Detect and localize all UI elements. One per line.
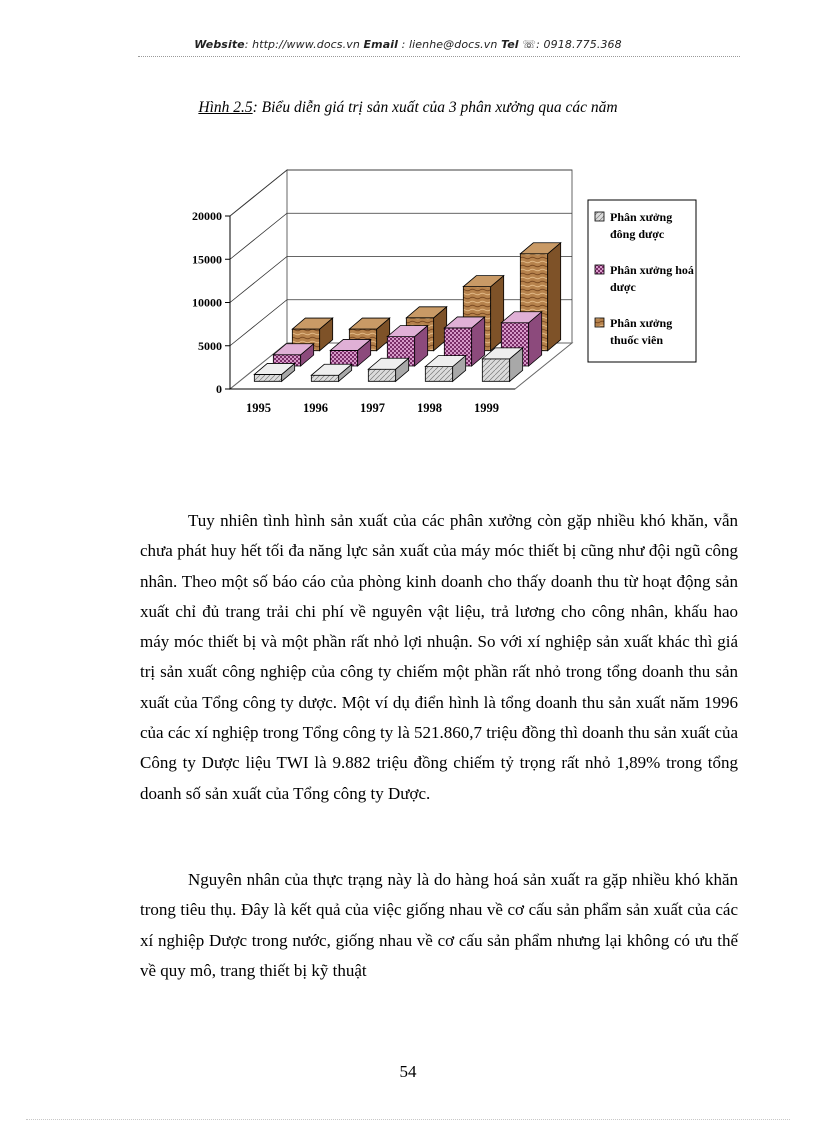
phone-icon: ☏ [522, 38, 537, 51]
email-label: Email [363, 38, 398, 51]
y-tick-label: 15000 [192, 252, 222, 267]
bar-dong-duoc-1999-front [482, 359, 509, 381]
y-tick-label: 5000 [198, 338, 222, 353]
legend-swatch-thuoc-vien [595, 318, 604, 327]
y-tick-label: 0 [216, 382, 222, 396]
tel-label: Tel [501, 38, 519, 51]
website-value: : http://www.docs.vn [244, 38, 360, 51]
x-tick-label: 1995 [246, 401, 271, 415]
bar-hoa-duoc-1996-front [330, 350, 357, 366]
legend-label-thuoc-vien: Phân xưởng [610, 316, 673, 330]
body-paragraph-2 [140, 865, 738, 986]
paragraph-1-text: Tuy nhiên tình hình sản xuất của các phân xưởng còn gặp nhiều khó khăn, vẫn chưa phát huy hết tối đa năng lực sản xuất của máy móc thiết bị cũng như đội ngũ công nhân. Theo một số báo cáo của phòng kinh doanh cho thấy doanh thu từ hoạt động sản xuất chỉ đủ trang trải chi phí về nguyên vật liệu, trả lương cho công nhân, khấu hao máy móc thiết bị và một phần rất nhỏ lợi nhuận. So với xí nghiệp sản xuất khác thì giá trị sản xuất công nghiệp của công ty chiếm một phần rất nhỏ trong tổng doanh thu sản xuất của Tổng công ty dược. Một ví dụ điển hình là tổng doanh thu sản xuất năm 1996 của các xí nghiệp trong Tổng công ty là 521.860,7 triệu đồng thì doanh thu sản xuất của Công ty Dược liệu TWI là 9.882 triệu đồng chiếm tỷ trọng rất nhỏ 1,89% trong tổng doanh số sản xuất của Tổng công ty Dược. [140, 511, 738, 803]
x-tick-label: 1996 [303, 401, 328, 415]
y-tick-label: 10000 [192, 295, 222, 310]
legend-swatch-dong-duoc [595, 212, 604, 221]
x-tick-label: 1998 [417, 401, 442, 415]
legend-label-dong-duoc: Phân xưởng [610, 210, 673, 224]
legend-label-dong-duoc: đông dược [610, 227, 665, 241]
bar-thuoc-vien-1999-side [548, 243, 561, 351]
website-label: Website [194, 38, 245, 51]
legend-label-thuoc-vien: thuốc viên [610, 333, 664, 347]
bar-dong-duoc-1996-front [311, 375, 338, 381]
bar-dong-duoc-1998-front [425, 367, 452, 382]
bar-dong-duoc-1995-front [254, 374, 281, 381]
paragraph-2-text: Nguyên nhân của thực trạng này là do hàng hoá sản xuất ra gặp nhiều khó khăn trong tiêu thụ. Đây là kết quả của việc giống nhau về cơ cấu sản phẩm sản xuất của các xí nghiệp Dược trong nước, giống nhau về cơ cấu sản phẩm nhưng lại không có ưu thế về quy mô, trang thiết bị kỹ thuật [140, 870, 738, 980]
x-tick-label: 1999 [474, 401, 499, 415]
footer-divider [26, 1119, 790, 1120]
y-tick-label: 20000 [192, 209, 222, 223]
page-number: 54 [399, 1062, 417, 1081]
legend-label-hoa-duoc: dược [610, 280, 636, 294]
figure-label: Hình 2.5 [198, 99, 253, 116]
tel-value: : 0918.775.368 [536, 38, 622, 51]
bar-dong-duoc-1997-front [368, 369, 395, 381]
body-paragraph-1 [140, 506, 738, 809]
figure-caption-text: : Biểu diễn giá trị sản xuất của 3 phân xưởng qua các năm [252, 99, 618, 116]
email-value: : lienhe@docs.vn [401, 38, 498, 51]
x-tick-label: 1997 [360, 401, 385, 415]
production-value-chart [0, 0, 816, 440]
legend-swatch-hoa-duoc [595, 265, 604, 274]
legend-label-hoa-duoc: Phân xưởng hoá [610, 263, 694, 277]
